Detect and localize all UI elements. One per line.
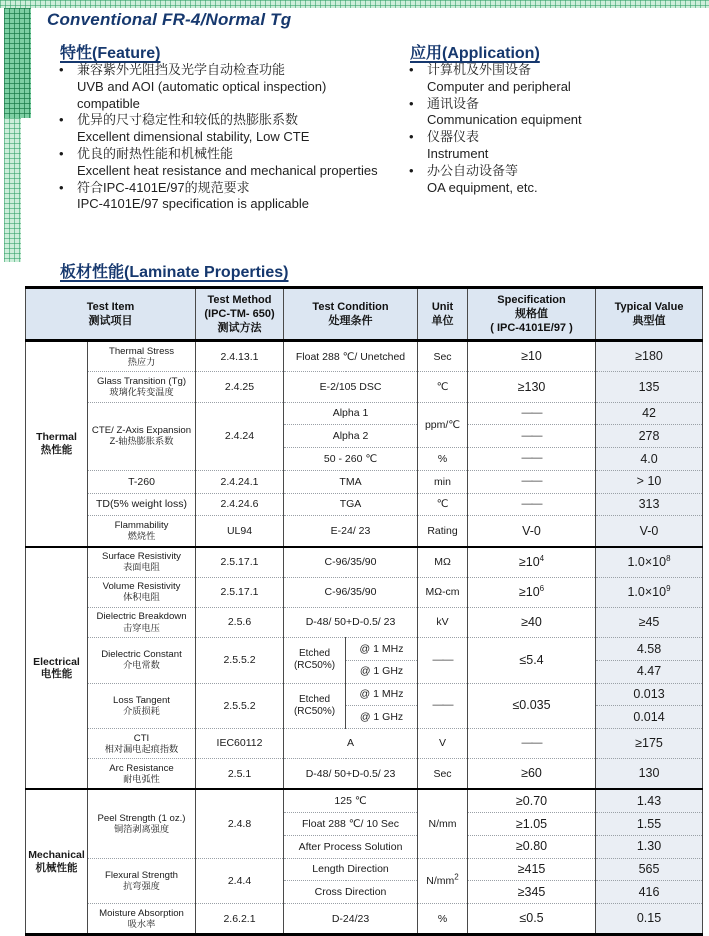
cell-typ: 0.15	[596, 904, 703, 935]
feature-item-zh: • 优良的耐热性能和机械性能	[77, 145, 234, 161]
cell-unit: %	[418, 904, 468, 935]
cell-unit: kV	[418, 607, 468, 637]
cell-unit: Sec	[418, 341, 468, 372]
table-row	[26, 547, 703, 578]
cell-cond-r: @ 1 GHz	[346, 660, 418, 683]
cell-item: Flexural Strength 抗弯强度	[88, 858, 196, 904]
section-mechanical	[26, 789, 703, 934]
feature-item-en: Excellent heat resistance and mechanical properties	[77, 162, 378, 178]
cell-item: Loss Tangent 介质损耗	[88, 683, 196, 729]
left-accent-dark	[4, 8, 31, 118]
cell-typ: ≥175	[596, 729, 703, 759]
application-item-en: Instrument	[427, 145, 489, 161]
feature-item-zh: • 符合IPC-4101E/97的规范要求	[77, 179, 250, 195]
cell-item: CTE/ Z-Axis Expansion Z-轴热膨胀系数	[88, 402, 196, 470]
cell-cond: E-2/105 DSC	[284, 372, 418, 402]
cell-typ: $1.0\times 10^9$	[596, 577, 703, 607]
cell-method: UL94	[196, 516, 284, 547]
cell-unit: ——	[418, 683, 468, 729]
application-item	[405, 129, 695, 163]
cell-spec: ≥1.05	[468, 813, 596, 836]
feature-item	[55, 112, 390, 146]
cell-typ: 313	[596, 493, 703, 516]
application-item-zh: • 计算机及外围设备	[427, 62, 532, 77]
cell-cond: E-24/ 23	[284, 516, 418, 547]
cell-method: 2.5.5.2	[196, 683, 284, 729]
application-item	[405, 96, 695, 130]
cell-unit: ppm/℃	[418, 402, 468, 448]
feature-item-en: Excellent dimensional stability, Low CTE	[77, 129, 310, 145]
cell-spec: ≥10	[468, 341, 596, 372]
feature-item	[55, 180, 390, 214]
cell-typ: 4.58	[596, 638, 703, 661]
cell-method: IEC60112	[196, 729, 284, 759]
application-item-zh: • 通讯设备	[427, 95, 480, 111]
cell-spec: ——	[468, 470, 596, 493]
cell-method: 2.5.1	[196, 759, 284, 790]
table-row	[26, 372, 703, 402]
cell-spec: $\ge 10^6$	[468, 577, 596, 607]
cell-item: Volume Resistivity 体积电阻	[88, 577, 196, 607]
cell-typ: 565	[596, 858, 703, 881]
cell-spec: ——	[468, 729, 596, 759]
cell-cond: D-48/ 50+D-0.5/ 23	[284, 759, 418, 790]
feature-item-en: UVB and AOI (automatic optical inspection) compatible	[77, 78, 327, 111]
cell-item: TD(5% weight loss)	[88, 493, 196, 516]
cell-typ: ≥45	[596, 607, 703, 637]
cell-cond: A	[284, 729, 418, 759]
cell-item: T-260	[88, 470, 196, 493]
table-row	[26, 789, 703, 812]
application-item-en: OA equipment, etc.	[427, 179, 538, 195]
feature-item-zh: • 兼容紫外光阻挡及光学自动检查功能	[77, 62, 286, 77]
laminate-properties-heading: 板材性能(Laminate Properties)	[60, 264, 289, 281]
cell-unit: Sec	[418, 759, 468, 790]
section-thermal	[26, 341, 703, 547]
cell-cond: D-24/23	[284, 904, 418, 935]
feature-item	[55, 146, 390, 180]
applications-list	[405, 62, 695, 196]
cell-item: Flammability 燃烧性	[88, 516, 196, 547]
cell-spec: $\ge 10^4$	[468, 547, 596, 578]
cell-method: 2.5.5.2	[196, 638, 284, 684]
cell-method: 2.5.17.1	[196, 577, 284, 607]
table-row	[26, 759, 703, 790]
cell-typ: ≥180	[596, 341, 703, 372]
cell-typ: V-0	[596, 516, 703, 547]
cell-cond: 125 ℃	[284, 789, 418, 812]
cell-unit: ℃	[418, 493, 468, 516]
cell-spec: ≥0.80	[468, 835, 596, 858]
application-item	[405, 163, 695, 197]
cell-item: Surface Resistivity 表面电阻	[88, 547, 196, 578]
cell-typ: 42	[596, 402, 703, 425]
application-heading: 应用(Application)	[410, 45, 540, 62]
application-item	[405, 62, 695, 96]
table-row	[26, 577, 703, 607]
cell-unit: MΩ-cm	[418, 577, 468, 607]
header-cell: Test Condition 处理条件	[284, 288, 418, 341]
cell-spec: ≥40	[468, 607, 596, 637]
cell-unit: V	[418, 729, 468, 759]
cell-typ: 130	[596, 759, 703, 790]
feature-item	[55, 62, 390, 112]
cell-method: 2.4.24.6	[196, 493, 284, 516]
cell-cond: After Process Solution	[284, 835, 418, 858]
header-cell: Typical Value 典型值	[596, 288, 703, 341]
feature-item-zh: • 优异的尺寸稳定性和较低的热膨胀系数	[77, 112, 299, 128]
features-list	[55, 62, 390, 213]
cell-spec: ≤0.035	[468, 683, 596, 729]
header-cell: Test Method (IPC-TM- 650) 测试方法	[196, 288, 284, 341]
table-row	[26, 858, 703, 881]
header-cell: Unit 单位	[418, 288, 468, 341]
cell-spec: ≥60	[468, 759, 596, 790]
cell-unit: MΩ	[418, 547, 468, 578]
cell-typ: 416	[596, 881, 703, 904]
table-row	[26, 683, 703, 706]
table-row	[26, 516, 703, 547]
cell-unit: Rating	[418, 516, 468, 547]
cell-cond: Float 288 ℃/ 10 Sec	[284, 813, 418, 836]
cell-cond: Length Direction	[284, 858, 418, 881]
cell-spec: ≤5.4	[468, 638, 596, 684]
header-cell: Specification 规格值 ( IPC-4101E/97 )	[468, 288, 596, 341]
cell-cond: TGA	[284, 493, 418, 516]
cell-item: Peel Strength (1 oz.) 铜箔剥离强度	[88, 789, 196, 858]
cell-typ: 278	[596, 425, 703, 448]
cell-method: 2.5.6	[196, 607, 284, 637]
cell-cond-l: Etched (RC50%)	[284, 683, 346, 729]
cell-cond: Alpha 1	[284, 402, 418, 425]
cell-cond: Cross Direction	[284, 881, 418, 904]
cell-typ: 1.43	[596, 789, 703, 812]
feature-heading: 特性(Feature)	[60, 45, 161, 62]
cell-method: 2.4.25	[196, 372, 284, 402]
cell-method: 2.4.24.1	[196, 470, 284, 493]
cell-typ: 0.014	[596, 706, 703, 729]
page-title: Conventional FR-4/Normal Tg	[47, 10, 292, 29]
application-item-zh: • 办公自动设备等	[427, 162, 519, 178]
cell-cond: Alpha 2	[284, 425, 418, 448]
table-row	[26, 493, 703, 516]
cell-method: 2.4.8	[196, 789, 284, 858]
cell-unit: %	[418, 448, 468, 471]
table-row	[26, 402, 703, 425]
cell-cond: D-48/ 50+D-0.5/ 23	[284, 607, 418, 637]
cell-item: Arc Resistance 耐电弧性	[88, 759, 196, 790]
cell-typ: 1.30	[596, 835, 703, 858]
cell-cond: Float 288 ℃/ Unetched	[284, 341, 418, 372]
laminate-table	[25, 286, 703, 936]
table-row	[26, 638, 703, 661]
cell-typ: $1.0\times 10^8$	[596, 547, 703, 578]
cell-spec: ≥415	[468, 858, 596, 881]
cell-typ: 4.47	[596, 660, 703, 683]
application-item-en: Communication equipment	[427, 112, 582, 128]
section-label: Mechanical 机械性能	[28, 849, 85, 874]
table-row	[26, 470, 703, 493]
table-row	[26, 607, 703, 637]
cell-item: Moisture Absorption 吸水率	[88, 904, 196, 935]
cell-cond: C-96/35/90	[284, 547, 418, 578]
section-label: Thermal 热性能	[36, 431, 77, 456]
cell-item: Dielectric Constant 介电常数	[88, 638, 196, 684]
cell-typ: 135	[596, 372, 703, 402]
cell-cond-r: @ 1 GHz	[346, 706, 418, 729]
cell-unit: $N/mm^2$	[418, 858, 468, 904]
cell-cond: 50 - 260 ℃	[284, 448, 418, 471]
cell-item: CTI 相对漏电起痕指数	[88, 729, 196, 759]
cell-cond-l: Etched (RC50%)	[284, 638, 346, 684]
cell-item: Dielectric Breakdown 击穿电压	[88, 607, 196, 637]
cell-spec: ——	[468, 425, 596, 448]
cell-cond-r: @ 1 MHz	[346, 683, 418, 706]
cell-cond: TMA	[284, 470, 418, 493]
cell-unit: ℃	[418, 372, 468, 402]
cell-cond-r: @ 1 MHz	[346, 638, 418, 661]
cell-typ: 1.55	[596, 813, 703, 836]
cell-typ: 0.013	[596, 683, 703, 706]
cell-spec: ≥345	[468, 881, 596, 904]
cell-spec: ≤0.5	[468, 904, 596, 935]
cell-cond: C-96/35/90	[284, 577, 418, 607]
cell-method: 2.4.13.1	[196, 341, 284, 372]
table-row	[26, 341, 703, 372]
section-label: Electrical 电性能	[33, 655, 80, 680]
application-item-en: Computer and peripheral	[427, 78, 571, 94]
cell-item: Thermal Stress 热应力	[88, 341, 196, 372]
application-item-zh: • 仪器仪表	[427, 129, 480, 145]
top-accent-band	[0, 0, 709, 8]
feature-item-en: IPC-4101E/97 specification is applicable	[77, 196, 309, 212]
cell-spec: V-0	[468, 516, 596, 547]
cell-item: Glass Transition (Tg) 玻璃化转变温度	[88, 372, 196, 402]
cell-method: 2.5.17.1	[196, 547, 284, 578]
cell-method: 2.4.4	[196, 858, 284, 904]
cell-method: 2.6.2.1	[196, 904, 284, 935]
cell-typ: 4.0	[596, 448, 703, 471]
cell-typ: > 10	[596, 470, 703, 493]
cell-unit: min	[418, 470, 468, 493]
section-electrical	[26, 547, 703, 790]
header-cell: Test Item 测试项目	[26, 288, 196, 341]
cell-spec: ≥130	[468, 372, 596, 402]
table-row	[26, 729, 703, 759]
cell-method: 2.4.24	[196, 402, 284, 470]
cell-unit: N/mm	[418, 789, 468, 858]
table-row	[26, 904, 703, 935]
cell-unit: ——	[418, 638, 468, 684]
cell-spec: ——	[468, 493, 596, 516]
cell-spec: ——	[468, 402, 596, 425]
cell-spec: ≥0.70	[468, 789, 596, 812]
cell-spec: ——	[468, 448, 596, 471]
